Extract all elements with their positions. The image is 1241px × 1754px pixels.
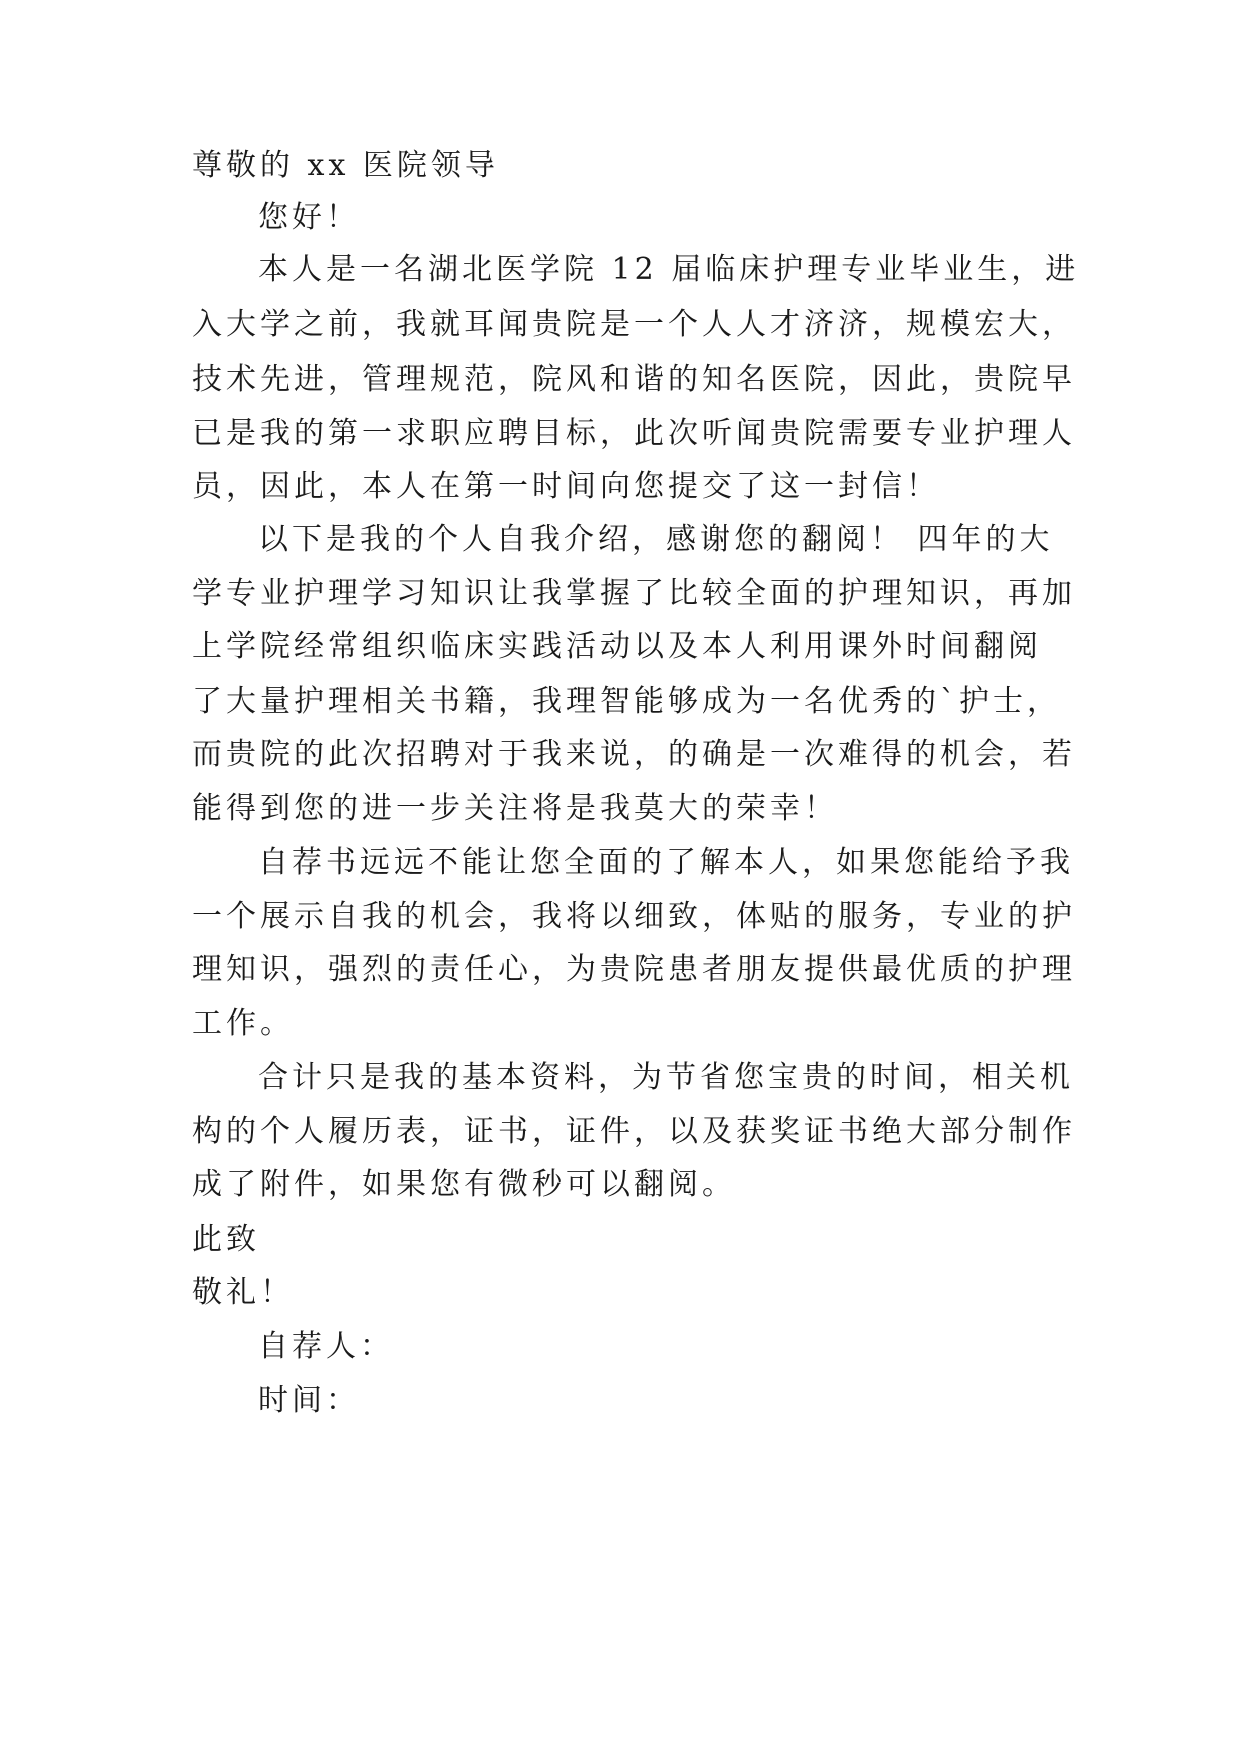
paragraph-4-line-3: 成了附件，如果您有微秒可以翻阅。 [192, 1167, 736, 1202]
paragraph-2-line-6: 能得到您的进一步关注将是我莫大的荣幸！ [192, 791, 838, 826]
paragraph-3-line-2: 一个展示自我的机会，我将以细致，体贴的服务，专业的护 [192, 899, 1076, 934]
paragraph-2-line-4: 了大量护理相关书籍，我理智能够成为一名优秀的`护士， [192, 684, 1061, 719]
greeting: 您好！ [258, 200, 360, 235]
paragraph-2-line-5: 而贵院的此次招聘对于我来说，的确是一次难得的机会，若 [192, 737, 1076, 772]
paragraph-2-line-1: 以下是我的个人自我介绍，感谢您的翻阅！ 四年的大 [258, 522, 1054, 557]
paragraph-4-line-1: 合计只是我的基本资料，为节省您宝贵的时间，相关机 [258, 1060, 1074, 1095]
paragraph-1-line-2: 入大学之前，我就耳闻贵院是一个人人才济济，规模宏大， [192, 307, 1076, 342]
paragraph-1-line-1: 本人是一名湖北医学院 12 届临床护理专业毕业生，进 [258, 252, 1080, 287]
paragraph-3-line-4: 工作。 [192, 1006, 294, 1041]
paragraph-1-line-5: 员，因此，本人在第一时间向您提交了这一封信！ [192, 469, 940, 504]
paragraph-1-line-4: 已是我的第一求职应聘目标，此次听闻贵院需要专业护理人 [192, 416, 1076, 451]
paragraph-4-line-2: 构的个人履历表，证书，证件，以及获奖证书绝大部分制作 [192, 1114, 1076, 1149]
closing-jing-li: 敬礼！ [192, 1275, 294, 1310]
paragraph-2-line-2: 学专业护理学习知识让我掌握了比较全面的护理知识，再加 [192, 576, 1076, 611]
date-label: 时间： [258, 1383, 360, 1418]
signer-label: 自荐人： [258, 1329, 394, 1364]
salutation: 尊敬的 xx 医院领导 [192, 148, 499, 183]
paragraph-3-line-3: 理知识，强烈的责任心，为贵院患者朋友提供最优质的护理 [192, 952, 1076, 987]
paragraph-3-line-1: 自荐书远远不能让您全面的了解本人，如果您能给予我 [258, 845, 1074, 880]
closing-ci-zhi: 此致 [192, 1222, 260, 1257]
paragraph-2-line-3: 上学院经常组织临床实践活动以及本人利用课外时间翻阅 [192, 629, 1042, 664]
paragraph-1-line-3: 技术先进，管理规范，院风和谐的知名医院，因此，贵院早 [192, 362, 1076, 397]
